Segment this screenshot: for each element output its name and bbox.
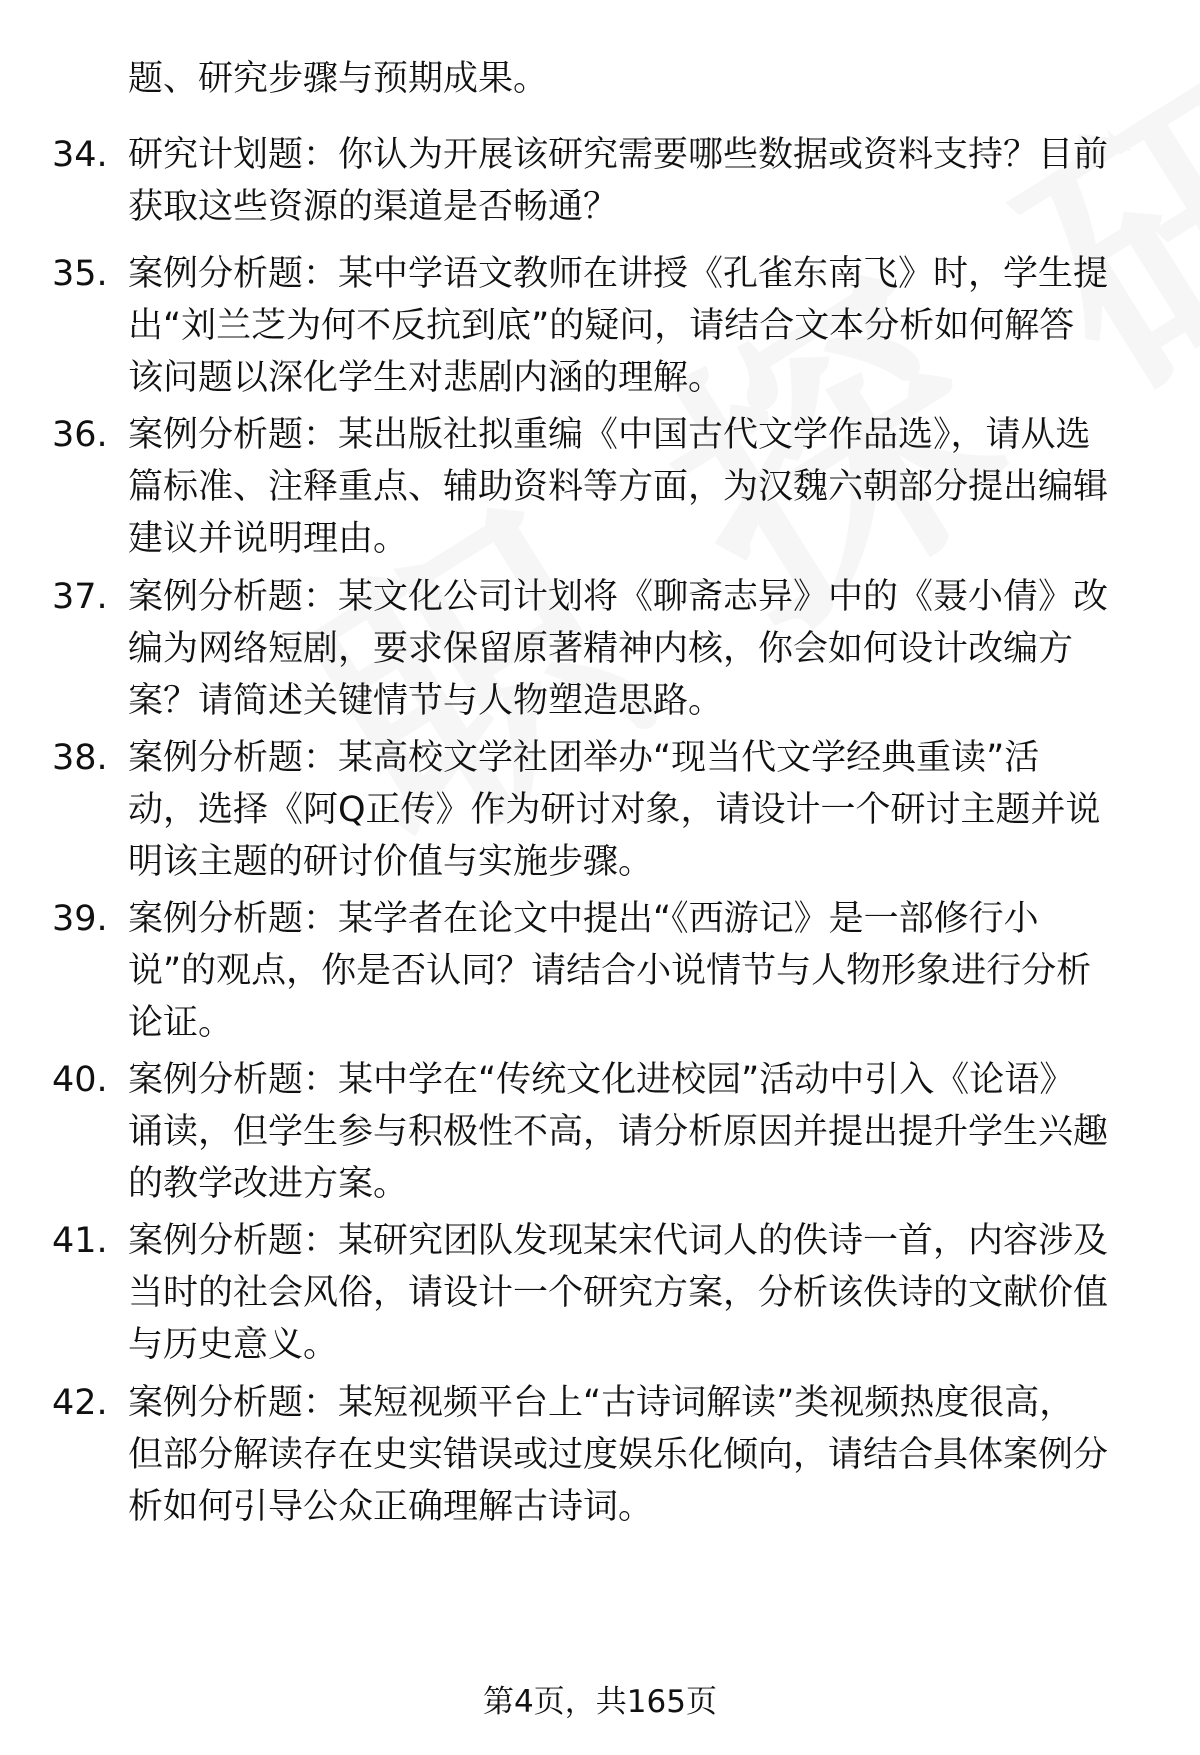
question-number: 41.: [52, 1221, 108, 1261]
question-number: 38.: [52, 738, 108, 778]
question-number: 35.: [52, 254, 108, 294]
question-text: 案例分析题：某中学在“传统文化进校园”活动中引入《论语》 诵读，但学生参与积极性不高，请分析原因并提出提升学生兴趣 的教学改进方案。: [128, 1060, 1109, 1204]
question-number: 36.: [52, 415, 108, 455]
question-text: 案例分析题：某研究团队发现某宋代词人的佚诗一首，内容涉及 当时的社会风俗，请设计一个研究方案，分析该佚诗的文献价值 与历史意义。: [128, 1221, 1109, 1365]
question-text: 案例分析题：某学者在论文中提出“《西游记》是一部修行小 说”的观点，你是否认同？请结合小说情节与人物形象进行分析 论证。: [128, 899, 1092, 1043]
question-number: 42.: [52, 1383, 108, 1423]
question-text: 案例分析题：某出版社拟重编《中国古代文学作品选》，请从选 篇标准、注释重点、辅助资料等方面，为汉魏六朝部分提出编辑 建议并说明理由。: [128, 415, 1109, 559]
question-text: 案例分析题：某文化公司计划将《聊斋志异》中的《聂小倩》改 编为网络短剧，要求保留原著精神内核，你会如何设计改编方 案？请简述关键情节与人物塑造思路。: [128, 577, 1109, 721]
question-text: 题、研究步骤与预期成果。: [128, 59, 549, 99]
question-text: 研究计划题：你认为开展该研究需要哪些数据或资料支持？目前 获取这些资源的渠道是否畅通？: [128, 135, 1109, 227]
question-number: 39.: [52, 899, 108, 939]
question-text: 案例分析题：某中学语文教师在讲授《孔雀东南飞》时，学生提 出“刘兰芝为何不反抗到底”的疑问，请结合文本分析如何解答 该问题以深化学生对悲剧内涵的理解。: [128, 254, 1109, 398]
question-text: 案例分析题：某高校文学社团举办“现当代文学经典重读”活 动，选择《阿Q正传》作为研讨对象，请设计一个研讨主题并说 明该主题的研讨价值与实施步骤。: [128, 738, 1101, 882]
question-text: 案例分析题：某短视频平台上“古诗词解读”类视频热度很高， 但部分解读存在史实错误或过度娱乐化倾向，请结合具体案例分 析如何引导公众正确理解古诗词。: [128, 1383, 1109, 1527]
question-number: 40.: [52, 1060, 108, 1100]
page-number-footer: 第4页，共165页: [483, 1684, 717, 1720]
question-number: 34.: [52, 135, 108, 175]
question-number: 37.: [52, 577, 108, 617]
